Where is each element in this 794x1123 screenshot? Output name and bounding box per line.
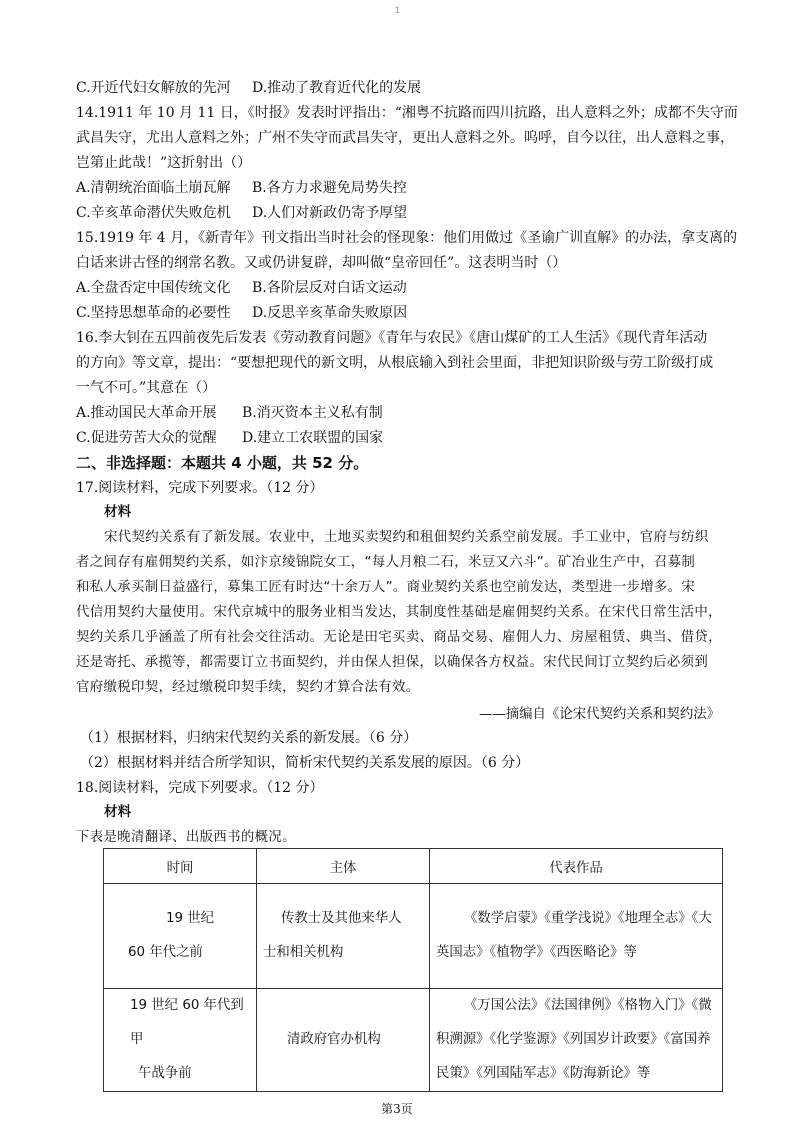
cell-line: 传教士及其他来华人 xyxy=(281,911,402,926)
cell-line: 《数学启蒙》《重学浅说》《地理全志》《大 xyxy=(464,911,712,926)
q16-options-cd xyxy=(76,428,383,448)
q17-material-line2: 者之间存有雇佣契约关系，如汴京绫锦院女工，“每人月粮二石，米豆又六斗”。矿冶业生产中，召募制 xyxy=(76,555,696,570)
q17-heading: 17.阅读材料，完成下列要求。（12 分） xyxy=(76,480,324,496)
table-cell-subject xyxy=(257,884,430,989)
q14-option-c[interactable]: C.辛亥革命潜伏失败危机 xyxy=(76,205,231,221)
q14-stem-line2: 武昌失守，尤出人意料之外；广州不失守而武昌失守，更出人意料之外。呜呼，自今以往，出人意料之事， xyxy=(76,130,734,146)
q16-stem-line2: 的方向》等文章，提出：“要想把现代的新文明，从根底输入到社会里面，非把知识阶级与劳工阶级打成 xyxy=(76,355,714,371)
q14-option-b[interactable]: B.各方力求避免局势失控 xyxy=(252,180,407,196)
cell-line: 清政府官办机构 xyxy=(287,1032,381,1047)
page-top-mark: 1 xyxy=(395,6,401,15)
cell-line: 19 世纪 60 年代到甲 xyxy=(130,998,244,1047)
cell-line: 积溯源》《化学鉴源》《列国岁计政要》《富国养 xyxy=(436,1032,711,1047)
q14-options-cd xyxy=(76,203,407,223)
q16-stem-line1: 16.李大钊在五四前夜先后发表《劳动教育问题》《青年与农民》《唐山煤矿的工人生活》《现代青年活动 xyxy=(76,330,708,346)
table-header-row xyxy=(104,849,723,884)
table-header-subject: 主体 xyxy=(257,849,430,884)
q13-options-cd xyxy=(76,78,421,98)
q16-option-d[interactable]: D.建立工农联盟的国家 xyxy=(242,430,384,446)
q16-option-c[interactable]: C.促进劳苦大众的觉醒 xyxy=(76,430,217,446)
q15-option-a[interactable]: A.全盘否定中国传统文化 xyxy=(76,280,231,296)
q18-table-intro: 下表是晚清翻译、出版西书的概况。 xyxy=(76,830,296,845)
section-heading: 二、非选择题：本题共 4 小题，共 52 分。 xyxy=(76,454,369,472)
q17-source: ——摘编自《论宋代契约关系和契约法》 xyxy=(478,707,720,722)
page-number: 第3页 xyxy=(381,1102,413,1116)
q14-stem-line3: 岂第止此哉！”这折射出（） xyxy=(76,155,252,171)
q15-option-d[interactable]: D.反思辛亥革命失败原因 xyxy=(252,305,408,321)
q13-option-d[interactable]: D.推动了教育近代化的发展 xyxy=(252,80,422,96)
western-books-table xyxy=(103,848,723,1092)
q17-material-line3: 和私人承买制日益盛行，募集工匠有时达“十余万人”。商业契约关系也空前发达，类型进一步增多。宋 xyxy=(76,580,696,595)
cell-line: 午战争前 xyxy=(138,1066,192,1081)
q16-stem-line3: 一气不可。”其意在（） xyxy=(76,380,217,396)
table-cell-time xyxy=(104,989,257,1092)
q14-stem-line1: 14.1911 年 10 月 11 日，《时报》发表时评指出：“湘粤不抗路而四川抗路，出人意料之外；成都不失守而 xyxy=(76,105,738,121)
q16-option-b[interactable]: B.消灭资本主义私有制 xyxy=(242,405,383,421)
q17-subquestion-1: （1）根据材料，归纳宋代契约关系的新发展。（6 分） xyxy=(80,730,418,746)
cell-line: 60 年代之前 xyxy=(128,945,203,960)
q14-option-a[interactable]: A.清朝统治面临土崩瓦解 xyxy=(76,180,231,196)
q15-option-b[interactable]: B.各阶层反对白话文运动 xyxy=(252,280,407,296)
q16-options-ab xyxy=(76,403,383,423)
q13-option-c[interactable]: C.开近代妇女解放的先河 xyxy=(76,80,231,96)
cell-line: 19 世纪 xyxy=(165,911,215,926)
cell-line: 英国志》《植物学》《西医略论》等 xyxy=(436,945,637,960)
q17-material-line4: 代信用契约大量使用。宋代京城中的服务业相当发达，其制度性基础是雇佣契约关系。在宋代日常生活中， xyxy=(76,605,722,620)
table-row xyxy=(104,989,723,1092)
q15-option-c[interactable]: C.坚持思想革命的必要性 xyxy=(76,305,231,321)
table-header-works: 代表作品 xyxy=(430,849,723,884)
cell-line: 《万国公法》《法国律例》《格物入门》《微 xyxy=(464,998,712,1013)
cell-line: 士和相关机构 xyxy=(263,945,344,960)
q14-options-ab xyxy=(76,178,407,198)
q18-heading: 18.阅读材料，完成下列要求。（12 分） xyxy=(76,780,324,796)
q15-options-ab xyxy=(76,278,407,298)
cell-line: 民策》《列国陆军志》《防海新论》等 xyxy=(436,1066,651,1081)
q17-subquestion-2: （2）根据材料并结合所学知识，简析宋代契约关系发展的原因。（6 分） xyxy=(80,755,530,771)
q15-options-cd xyxy=(76,303,407,323)
q17-material-label: 材料 xyxy=(104,505,132,520)
table-cell-works xyxy=(430,884,723,989)
q15-stem-line2: 白话来讲古怪的纲常名教。又或仍讲复辟，却叫做“皇帝回任”。这表明当时（） xyxy=(76,255,567,271)
q18-material-label: 材料 xyxy=(104,805,132,820)
table-cell-subject xyxy=(257,989,430,1092)
q17-material-line5: 契约关系几乎涵盖了所有社会交往活动。无论是田宅买卖、商品交易、雇佣人力、房屋租赁、典当、借贷， xyxy=(76,630,722,645)
q16-option-a[interactable]: A.推动国民大革命开展 xyxy=(76,405,217,421)
table-cell-works xyxy=(430,989,723,1092)
q17-material-line6: 还是寄托、承揽等，都需要订立书面契约，并由保人担保，以确保各方权益。宋代民间订立契约后必须到 xyxy=(76,655,709,670)
table-header-time: 时间 xyxy=(104,849,257,884)
q17-material-line7: 官府缴税印契，经过缴税印契手续，契约才算合法有效。 xyxy=(76,680,420,695)
q14-option-d[interactable]: D.人们对新政仍寄予厚望 xyxy=(252,205,408,221)
q15-stem-line1: 15.1919 年 4 月，《新青年》刊文指出当时社会的怪现象：他们用做过《圣谕广训直解》的办法，拿支离的 xyxy=(76,230,738,246)
table-row xyxy=(104,884,723,989)
q17-material-line1: 宋代契约关系有了新发展。农业中，土地买卖契约和租佃契约关系空前发展。手工业中，官府与纺织 xyxy=(104,530,709,545)
table-cell-time xyxy=(104,884,257,989)
